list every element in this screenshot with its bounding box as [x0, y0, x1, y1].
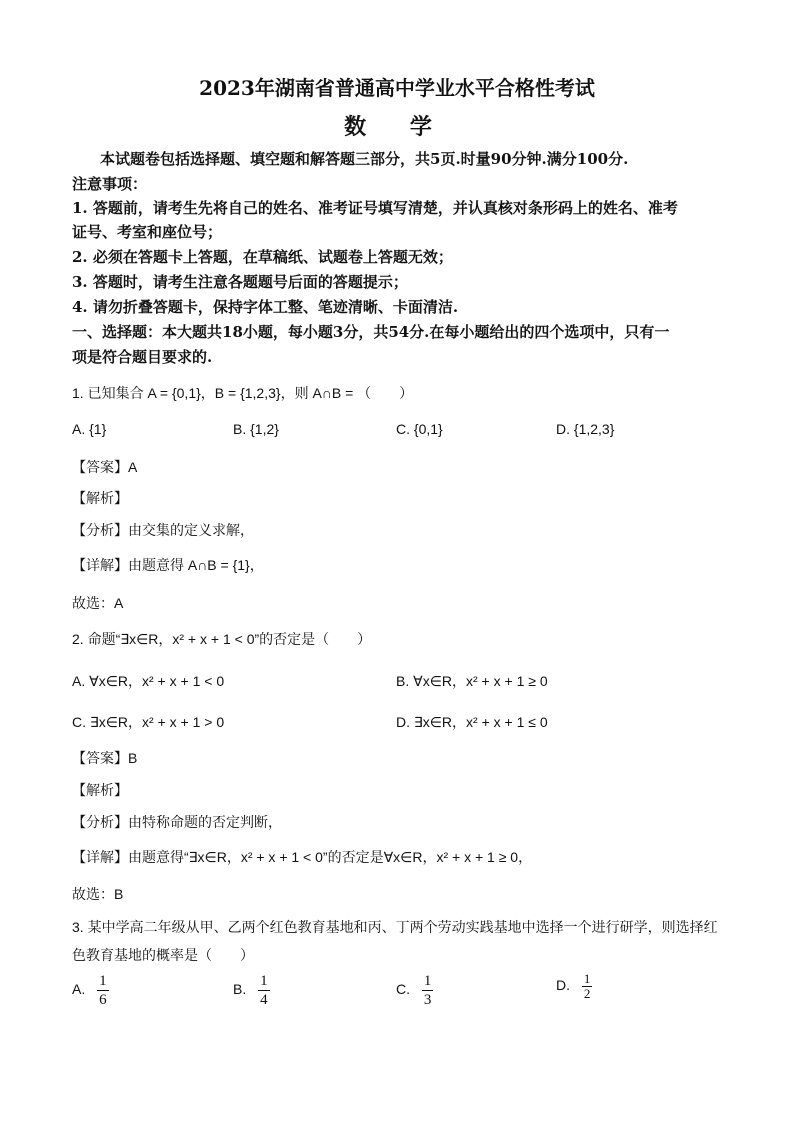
notes-heading: 注意事项：: [72, 175, 148, 193]
question-1-option-b: B. {1,2}: [233, 421, 279, 437]
notes-item-3: 3. 答题时，请考生注意各题题号后面的答题提示；: [72, 273, 408, 291]
question-2-detail: 【详解】由题意得“∃x∈R，x² + x + 1 < 0”的否定是∀x∈R，x² + x + 1 ≥ 0，: [72, 849, 533, 865]
fraction-numerator: 1: [99, 973, 107, 989]
option-label: B.: [233, 981, 247, 998]
fraction-denominator: 2: [583, 986, 591, 1001]
option-label: A.: [72, 981, 86, 998]
notes-item-2: 2. 必须在答题卡上答题，在草稿纸、试题卷上答题无效；: [72, 248, 453, 266]
question-2-option-d: D. ∃x∈R，x² + x + 1 ≤ 0: [396, 714, 548, 730]
question-2-stem: 2. 命题“∃x∈R，x² + x + 1 < 0”的否定是（ ）: [72, 631, 372, 647]
question-3-option-c: [396, 972, 433, 1009]
question-3-stem-cont: 色教育基地的概率是（ ）: [72, 947, 254, 963]
question-1-analysis: 【分析】由交集的定义求解，: [72, 522, 254, 538]
question-3-stem: 3. 某中学高二年级从甲、乙两个红色教育基地和丙、丁两个劳动实践基地中选择一个进行研学，则选择红: [72, 919, 718, 935]
exam-intro: 本试题卷包括选择题、填空题和解答题三部分，共5页.时量90分钟.满分100分.: [100, 150, 629, 168]
option-label: D.: [556, 977, 570, 994]
notes-item-1: 1. 答题前，请考生先将自己的姓名、准考证号填写清楚，并认真核对条形码上的姓名、准考: [72, 199, 678, 217]
fraction: [97, 972, 109, 1009]
fraction-denominator: 6: [99, 992, 107, 1008]
question-2-option-c: C. ∃x∈R，x² + x + 1 > 0: [72, 714, 225, 730]
question-3-option-d: [556, 972, 592, 1001]
question-1-option-a: A. {1}: [72, 421, 107, 437]
question-2-answer: 【答案】B: [72, 750, 138, 766]
fraction-numerator: 1: [583, 971, 591, 986]
question-1-option-c: C. {0,1}: [396, 421, 443, 437]
question-1-option-d: D. {1,2,3}: [556, 421, 615, 437]
question-2-analysis: 【分析】由特称命题的否定判断，: [72, 814, 282, 830]
fraction: [582, 972, 593, 1001]
section-1-heading: 一、选择题：本大题共18小题，每小题3分，共54分.在每小题给出的四个选项中，只有一: [72, 323, 670, 341]
question-1-choose: 故选：A: [72, 595, 124, 611]
question-2-jiexi-label: 【解析】: [72, 782, 128, 798]
question-2-option-a: A. ∀x∈R，x² + x + 1 < 0: [72, 673, 225, 689]
exam-title: 2023年湖南省普通高中学业水平合格性考试: [199, 76, 595, 100]
question-3-option-b: [233, 972, 270, 1009]
section-1-heading-cont: 项是符合题目要求的.: [72, 348, 213, 366]
question-2-choose: 故选：B: [72, 886, 124, 902]
fraction-denominator: 4: [260, 992, 268, 1008]
fraction-denominator: 3: [423, 992, 432, 1008]
question-1-detail: 【详解】由题意得 A∩B = {1}，: [72, 557, 264, 573]
question-1-answer: 【答案】A: [72, 459, 138, 475]
fraction: [258, 972, 270, 1009]
question-3-option-a: [72, 972, 109, 1009]
fraction-numerator: 1: [260, 973, 268, 989]
option-label: C.: [396, 981, 410, 998]
question-1-jiexi-label: 【解析】: [72, 490, 128, 506]
notes-item-1-cont: 证号、考室和座位号；: [72, 223, 223, 241]
fraction-numerator: 1: [423, 973, 432, 989]
fraction: [422, 972, 434, 1009]
question-2-option-b: B. ∀x∈R，x² + x + 1 ≥ 0: [396, 673, 548, 689]
question-1-stem: 1. 已知集合 A = {0,1}，B = {1,2,3}，则 A∩B = （ ）: [72, 385, 414, 401]
subject-title: 数 学: [344, 114, 450, 140]
notes-item-4: 4. 请勿折叠答题卡，保持字体工整、笔迹清晰、卡面清洁.: [72, 298, 459, 316]
